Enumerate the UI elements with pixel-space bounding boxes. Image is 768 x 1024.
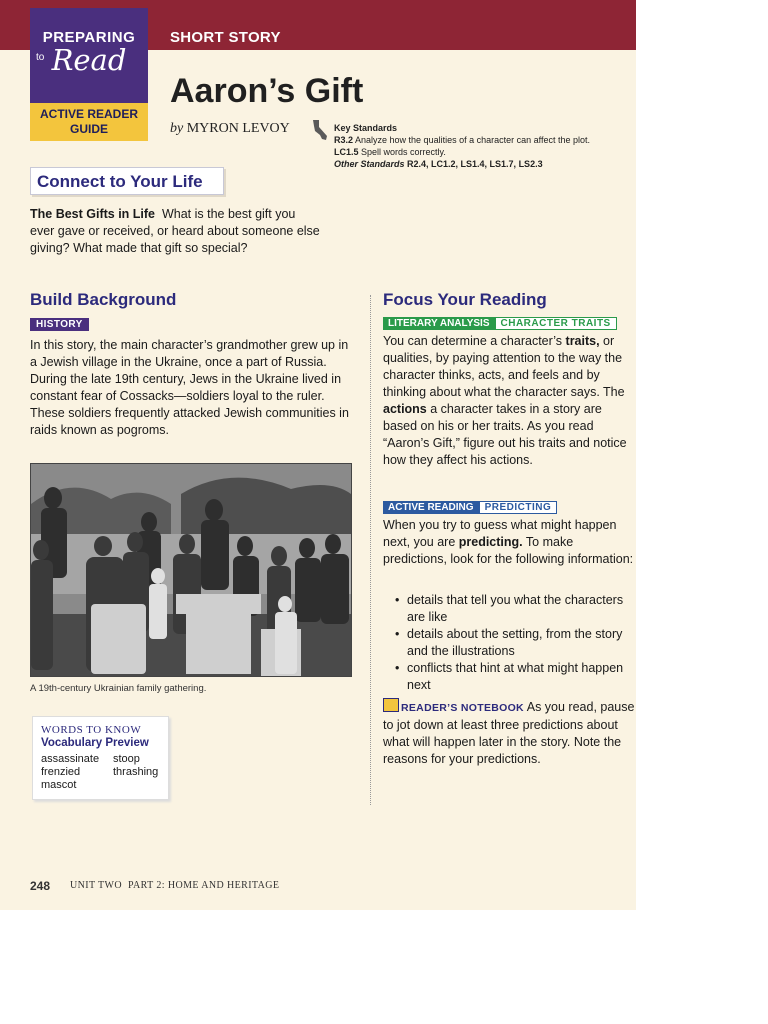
footer-unit: UNIT TWO (70, 880, 122, 891)
vocab-word: assassinate (41, 753, 100, 765)
guide-line-1: ACTIVE READER (39, 107, 138, 121)
photo-illustration (31, 464, 351, 676)
column-divider (370, 295, 371, 805)
list-item: • details that tell you what the characters are like (393, 592, 636, 626)
build-background-heading: Build Background (30, 290, 177, 309)
vocab-word: thrashing (113, 766, 159, 778)
photo-caption: A 19th-century Ukrainian family gathering. (30, 683, 207, 694)
predicting-label: PREDICTING (479, 501, 558, 514)
actions-term: actions (383, 402, 427, 416)
active-reader-guide-badge (30, 103, 148, 141)
active-reading-label: ACTIVE READING (383, 501, 479, 514)
to-text: to (36, 52, 45, 63)
list-item: • conflicts that hint at what might happen next (393, 660, 636, 694)
literary-analysis-label: LITERARY ANALYSIS (383, 317, 495, 330)
list-item: • details about the setting, from the story and the illustrations (393, 626, 636, 660)
active-reading-tag (383, 501, 557, 514)
focus-reading-heading: Focus Your Reading (383, 290, 547, 309)
byline (170, 121, 290, 137)
notebook-icon (383, 698, 399, 712)
family-gathering-photo (30, 463, 352, 677)
vocab-word: mascot (41, 779, 77, 791)
read-text: Read (51, 43, 127, 77)
words-to-know-heading: WORDS TO KNOW (41, 724, 142, 736)
connect-heading: Connect to Your Life (37, 172, 203, 191)
literary-analysis-tag (383, 317, 617, 330)
connect-paragraph (30, 206, 320, 257)
predicting-paragraph: When you try to guess what might happen next, you are predicting. To make predictions, look for the following information: (383, 518, 634, 566)
standards-heading: Key Standards (334, 123, 398, 133)
preparing-to-read-badge (30, 8, 148, 108)
history-tag: HISTORY (30, 318, 89, 331)
story-title: Aaron’s Gift (170, 72, 364, 110)
preparing-text: PREPARING (42, 29, 136, 46)
california-state-icon (311, 119, 329, 141)
character-traits-label: CHARACTER TRAITS (495, 317, 617, 330)
vocab-word: stoop (113, 753, 140, 765)
genre-label: SHORT STORY (170, 29, 281, 46)
vocabulary-box (32, 716, 169, 800)
standard-line: LC1.5 Spell words correctly. (334, 147, 446, 157)
literary-analysis-paragraph: You can determine a character’s traits, or qualities, by paying attention to the way the character thinks, acts, and feels and by thinking about what the character says. The actions a character takes in a story are based on his or her traits. As you read “Aaron’s Gift,” figure out his traits and notice how they affect his actions. (383, 334, 627, 467)
connect-lead: The Best Gifts in Life (30, 207, 156, 221)
footer-part: PART 2: HOME AND HERITAGE (128, 880, 280, 891)
connect-text: What is the best gift you ever gave or received, or heard about someone else giving? What made that gift so special? (30, 207, 320, 255)
readers-notebook-label: READER’S NOTEBOOK (401, 702, 524, 714)
page-number: 248 (30, 879, 51, 893)
other-standards: Other Standards R2.4, LC1.2, LS1.4, LS1.7, LS2.3 (334, 159, 543, 169)
readers-notebook-paragraph: READER’S NOTEBOOK As you read, pause to jot down at least three predictions about what will happen later in the story. Note the reasons for your predictions. (383, 700, 635, 766)
vocab-word: frenzied (41, 766, 81, 778)
prediction-details-list (393, 592, 636, 694)
standard-line: R3.2 Analyze how the qualities of a character can affect the plot. (334, 135, 590, 145)
predicting-term: predicting. (458, 535, 523, 549)
byline-by: by (170, 121, 184, 136)
traits-term: traits, (565, 334, 600, 348)
author-name: MYRON LEVOY (186, 121, 290, 136)
vocabulary-preview-heading: Vocabulary Preview (41, 737, 149, 749)
standards-block (334, 122, 590, 170)
background-paragraph: In this story, the main character’s grandmother grew up in a Jewish village in the Ukraine, once a part of Russia. During the late 19th century, Jews in the Ukraine lived in constant fear of Cossacks—soldiers loyal to the ruler. These soldiers frequently attacked Jewish communities in raids known as pogroms. (30, 338, 349, 437)
connect-heading-box (30, 167, 224, 195)
guide-line-2: GUIDE (69, 122, 108, 136)
